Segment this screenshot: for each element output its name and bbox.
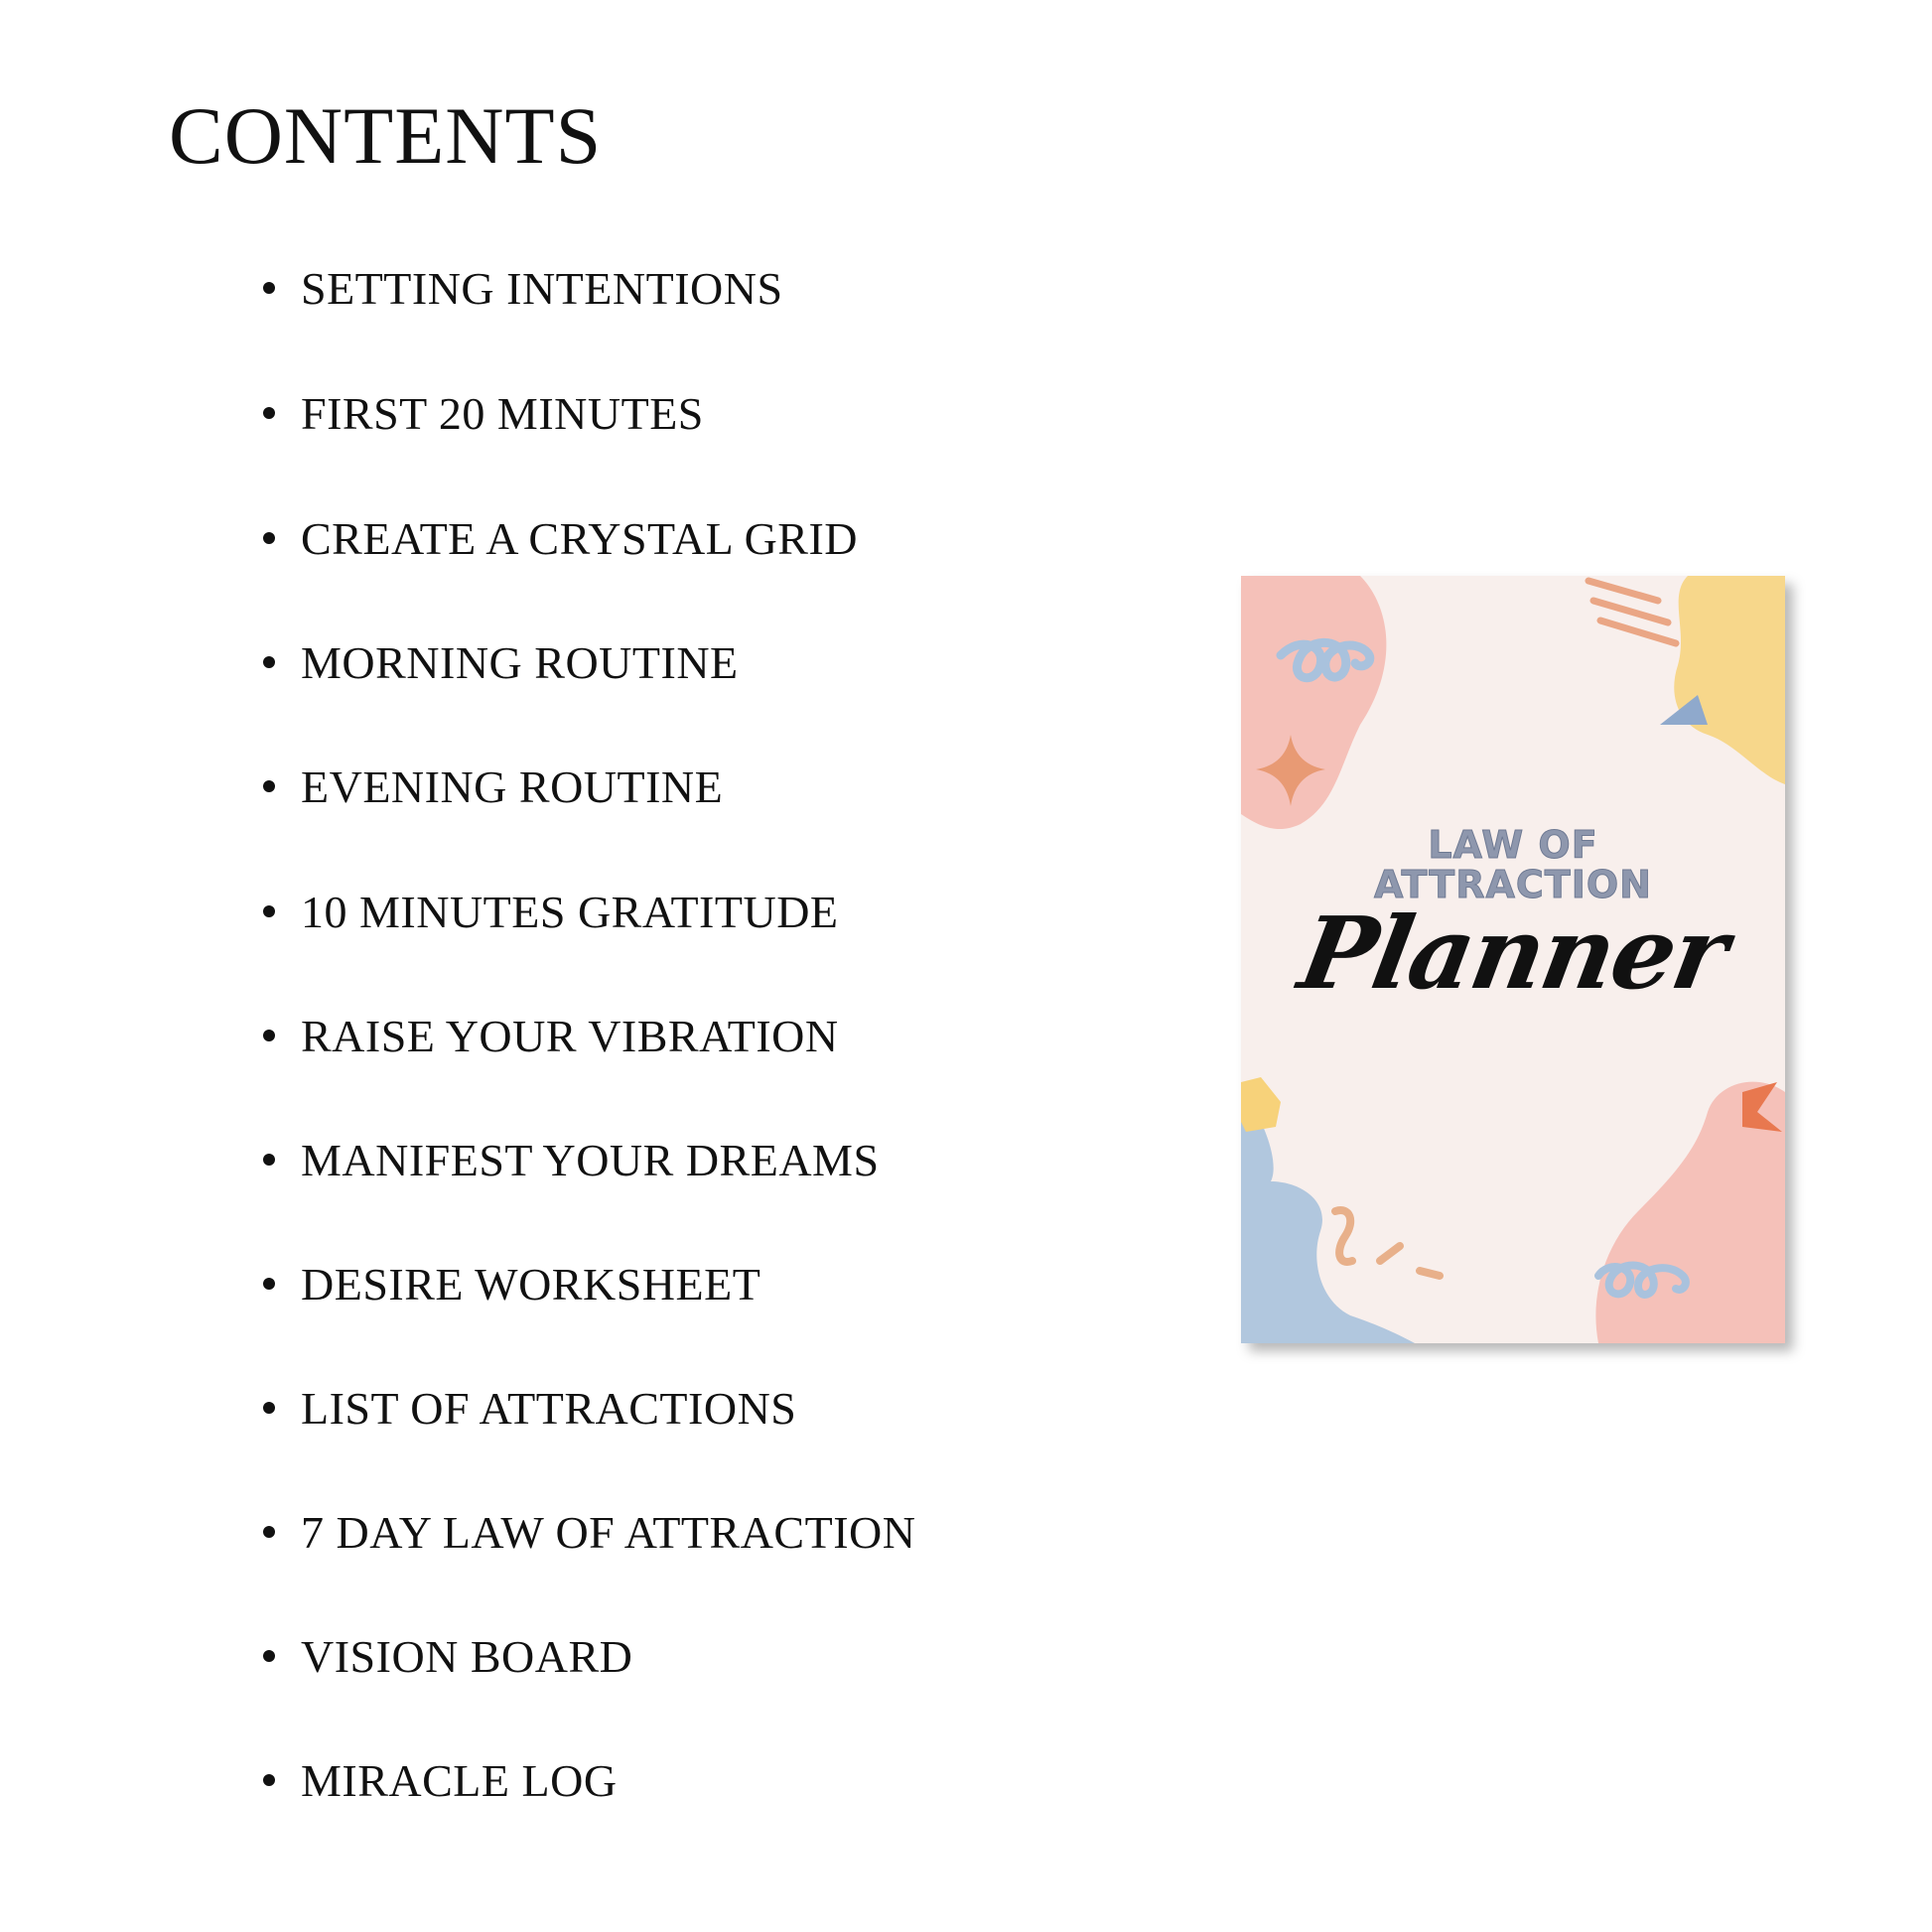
list-item-label: VISION BOARD: [301, 1630, 633, 1682]
yellow-shape-icon: [1241, 1077, 1281, 1132]
blue-blob-bottom-left: [1241, 1092, 1415, 1343]
bullet-icon: [263, 656, 275, 668]
list-item: [263, 882, 839, 941]
list-item: [263, 1006, 839, 1065]
list-item-label: CREATE A CRYSTAL GRID: [301, 512, 859, 564]
list-item: [263, 1626, 632, 1686]
bullet-icon: [263, 1526, 275, 1538]
list-item-label: 7 DAY LAW OF ATTRACTION: [301, 1506, 916, 1558]
bullet-icon: [263, 1154, 275, 1166]
cover-title-line1: LAW OF: [1428, 823, 1598, 867]
list-item-label: SETTING INTENTIONS: [301, 262, 783, 314]
cover-page: [1241, 576, 1785, 1343]
page-title: CONTENTS: [169, 90, 603, 181]
bullet-icon: [263, 780, 275, 792]
list-item: [263, 1502, 915, 1562]
list-item: [263, 383, 704, 443]
list-item: [263, 632, 739, 692]
bullet-icon: [263, 532, 275, 544]
cover-title-line2: ATTRACTION: [1374, 863, 1652, 906]
list-item-label: LIST OF ATTRACTIONS: [301, 1382, 797, 1434]
list-item-label: RAISE YOUR VIBRATION: [301, 1010, 839, 1061]
list-item: [263, 508, 858, 568]
cover-script-title: Planner: [1291, 895, 1735, 1012]
bullet-icon: [263, 1030, 275, 1041]
list-item: [263, 258, 783, 318]
list-item-label: MORNING ROUTINE: [301, 636, 739, 688]
list-item-label: MANIFEST YOUR DREAMS: [301, 1134, 880, 1185]
list-item: [263, 1750, 618, 1810]
orange-squiggle-icon: [1335, 1210, 1440, 1276]
bullet-icon: [263, 905, 275, 917]
bullet-icon: [263, 407, 275, 419]
list-item: [263, 757, 723, 816]
list-item: [263, 1254, 760, 1313]
list-item-label: 10 MINUTES GRATITUDE: [301, 886, 839, 937]
list-item-label: DESIRE WORKSHEET: [301, 1258, 761, 1310]
planner-cover: [1241, 576, 1785, 1343]
list-item: [263, 1378, 796, 1438]
bullet-icon: [263, 282, 275, 294]
list-item: [263, 1130, 880, 1189]
pink-blob-top-left: [1241, 576, 1386, 829]
list-item-label: FIRST 20 MINUTES: [301, 387, 704, 439]
orange-stripes-icon: [1588, 581, 1676, 643]
yellow-blob-top-right: [1674, 576, 1785, 784]
list-item-label: MIRACLE LOG: [301, 1754, 618, 1806]
list-item-label: EVENING ROUTINE: [301, 760, 724, 812]
bullet-icon: [263, 1402, 275, 1414]
bullet-icon: [263, 1650, 275, 1662]
bullet-icon: [263, 1774, 275, 1786]
bullet-icon: [263, 1278, 275, 1290]
